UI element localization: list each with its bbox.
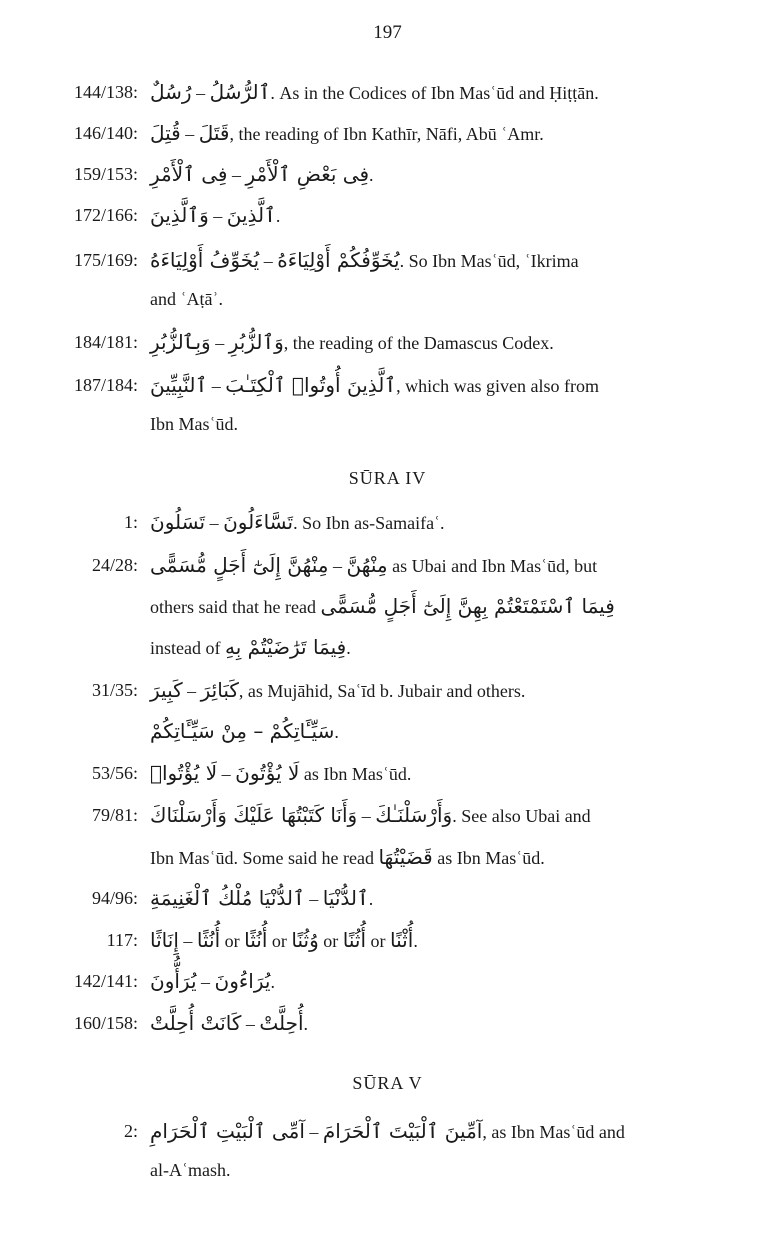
- arabic-reading: مِنْهُنَّ: [346, 553, 388, 577]
- sura-heading: SŪRA V: [352, 1073, 423, 1093]
- arabic-reading: قَتَلَ: [198, 121, 230, 145]
- verse-ref: 79/81:: [91, 805, 138, 825]
- verse-ref: 184/181:: [73, 332, 138, 352]
- arabic-variant: قَضَيْتُهَا: [378, 845, 433, 869]
- verse-ref: 144/138:: [73, 82, 138, 102]
- arabic-variant: يُرَأُّونَ: [150, 969, 197, 993]
- note-text: , which was given also from: [396, 376, 600, 396]
- arabic-variant: أُثُنًا: [342, 928, 367, 952]
- continuation-line: others said that he read فِيمَا ٱسْتَمْتَعْتُمْ بِهِنَّ إِلَىٰٓ أَجَلٍ مُّسَمًّى: [150, 594, 615, 618]
- verse-ref: 175/169:: [73, 250, 138, 270]
- verse-ref: 159/153:: [73, 164, 138, 184]
- note-text: .: [275, 206, 281, 226]
- arabic-variant: آمِّى ٱلْبَيْتِ ٱلْحَرَامِ: [150, 1119, 305, 1143]
- note-text: , as Ibn Masʿūd and: [482, 1122, 625, 1142]
- note-text: .: [369, 165, 374, 185]
- arabic-reading: ٱلدُّنْيَا: [322, 886, 369, 910]
- note-text: .: [270, 972, 275, 992]
- arabic-variant: وَبِٱلزُّبُرِ: [150, 330, 211, 354]
- arabic-variant: وُثُنًا: [291, 928, 319, 952]
- note-text: . So Ibn Masʿūd, ʿIkrima: [399, 251, 579, 271]
- arabic-reading: يُرَاءُونَ: [214, 969, 271, 993]
- arabic-variant: ٱلدُّنْيَا مُلْكُ ٱلْغَنِيمَةِ: [150, 886, 305, 910]
- arabic-reading: آمِّينَ ٱلْبَيْتَ ٱلْحَرَامَ: [322, 1119, 483, 1143]
- arabic-reading: فِى بَعْضِ ٱلْأَمْرِ: [245, 162, 370, 186]
- note-text: . See also Ubai and: [452, 806, 591, 826]
- arabic-variant: رُسُلٌ: [150, 80, 192, 104]
- verse-ref: 24/28:: [91, 555, 138, 575]
- note-text: . So Ibn as-Samaifaʿ.: [293, 513, 445, 533]
- arabic-reading: ٱلَّذِينَ أُوتُوا۟ ٱلْكِتَـٰبَ: [225, 373, 397, 397]
- verse-ref: 172/166:: [73, 205, 138, 225]
- note-text: as Ibn Masʿūd.: [299, 764, 412, 784]
- arabic-variant: وَٱلَّذِينَ: [150, 203, 209, 227]
- arabic-variant: يُخَوِّفُ أَوْلِيَاءَهُ: [150, 248, 260, 272]
- arabic-variant: فِيمَا تَرَٰضَيْتُمْ بِهِ: [224, 635, 347, 659]
- arabic-variant: مِنْهُنَّ إِلَىٰٓ أَجَلٍ مُّسَمًّى: [150, 553, 329, 577]
- verse-ref: 160/158:: [73, 1013, 138, 1033]
- note-text: , the reading of the Damascus Codex.: [283, 333, 554, 353]
- arabic-reading: أُحِلَّتْ: [259, 1011, 304, 1035]
- verse-ref: 31/35:: [91, 680, 138, 700]
- verse-ref: 53/56:: [91, 763, 138, 783]
- note-text: .: [303, 1014, 309, 1034]
- arabic-reading: وَأَرْسَلْنَـٰكَ: [375, 803, 453, 827]
- arabic-reading: لَا يُؤْتُونَ: [235, 761, 300, 785]
- page-number: 197: [373, 22, 402, 43]
- arabic-variant: فِيمَا ٱسْتَمْتَعْتُمْ بِهِنَّ إِلَىٰٓ أَجَلٍ مُّسَمًّى: [320, 594, 615, 618]
- note-text: , the reading of Ibn Kathīr, Nāfi, Abū ʿAmr.: [229, 124, 544, 144]
- arabic-variant: لَا يُؤْتُوا۟: [150, 761, 218, 785]
- note-text: .: [368, 889, 374, 909]
- arabic-variant: كَانَتْ أُحِلَّتْ: [150, 1011, 242, 1035]
- verse-ref: 2:: [123, 1121, 138, 1141]
- arabic-variant: أُنُثًا: [196, 928, 221, 952]
- continuation-line: and ʿAṭāʾ.: [150, 289, 223, 309]
- verse-ref: 146/140:: [73, 123, 138, 143]
- verse-ref: 94/96:: [91, 888, 138, 908]
- arabic-variant: أُثْنًا: [390, 928, 414, 952]
- verse-ref: 142/141:: [73, 971, 138, 991]
- arabic-reading: ٱلرُّسُلُ: [209, 80, 271, 104]
- sura-heading: SŪRA IV: [348, 468, 427, 488]
- continuation-line: instead of فِيمَا تَرَٰضَيْتُمْ بِهِ.: [150, 635, 351, 659]
- note-text: , as Mujāhid, Saʿīd b. Jubair and others.: [238, 681, 526, 701]
- continuation-line: Ibn Masʿūd. Some said he read قَضَيْتُهَا as Ibn Masʿūd.: [150, 845, 545, 869]
- note-text: as Ubai and Ibn Masʿūd, but: [387, 556, 598, 576]
- verse-ref: 187/184:: [73, 375, 138, 395]
- arabic-variant: قُتِلَ: [150, 121, 181, 145]
- arabic-reading: وَٱلزُّبُرِ: [228, 330, 284, 354]
- continuation-line: سَيِّـَٔاتِكُمْ – مِنْ سَيِّـَٔاتِكُمْ.: [150, 719, 339, 743]
- arabic-variant: أُنُثًا: [244, 928, 268, 952]
- arabic-reading: يُخَوِّفُكُمْ أَوْلِيَاءَهُ: [277, 248, 400, 272]
- arabic-reading: ٱلَّذِينَ: [226, 203, 276, 227]
- arabic-variant: تَسَلُونَ: [150, 510, 206, 534]
- arabic-variant: فِى ٱلْأَمْرِ: [150, 162, 228, 186]
- arabic-variant: سَيِّـَٔاتِكُمْ – مِنْ سَيِّـَٔاتِكُمْ: [150, 719, 335, 743]
- arabic-reading: تَسَّاءَلُونَ: [223, 510, 294, 534]
- continuation-line: al-Aʿmash.: [150, 1160, 231, 1180]
- verse-ref: 117:: [106, 930, 138, 950]
- arabic-variant: كَبِيرَ: [150, 678, 183, 702]
- note-text: . As in the Codices of Ibn Masʿūd and Ḥiṭṭān.: [270, 83, 599, 103]
- arabic-reading: كَبَائِرَ: [200, 678, 239, 702]
- verse-ref: 1:: [123, 512, 138, 532]
- arabic-reading: إِنَاثًا: [150, 928, 179, 952]
- arabic-variant: وَأَنَا كَتَبْتُهَا عَلَيْكَ وَأَرْسَلْنَاكَ: [150, 803, 358, 827]
- continuation-line: Ibn Masʿūd.: [150, 414, 238, 434]
- arabic-variant: ٱلنَّبِيِّينَ: [150, 373, 208, 397]
